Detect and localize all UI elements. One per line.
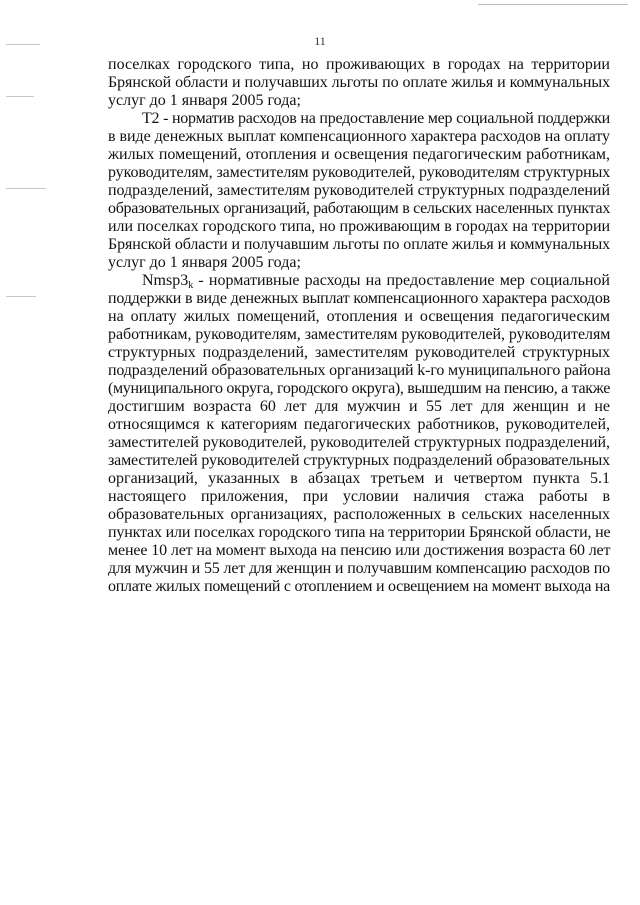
text-line: образовательных организациях, расположенных в сельских населенных [108, 506, 610, 523]
text-line: подразделений образовательных организаций k-го муниципального района [108, 362, 611, 379]
text-line: жилых помещений, отопления и освещения педагогическим работникам, [108, 146, 610, 163]
text-line: достигшим возраста 60 лет для мужчин и 55 лет для женщин и не [108, 398, 610, 415]
text-line: подразделений, заместителям руководителей структурных подразделений [108, 182, 610, 199]
paragraph-nmsp3k [108, 272, 610, 596]
text-line: в виде денежных выплат компенсационного характера расходов на оплату [108, 128, 610, 145]
text-line: настоящего приложения, при условии наличия стажа работы в [108, 488, 610, 505]
text-line: менее 10 лет на момент выхода на пенсию или достижения возраста 60 лет [108, 542, 611, 559]
text-line: структурных подразделений, заместителям руководителей структурных [108, 344, 610, 361]
text-line [108, 272, 610, 290]
text-line: для мужчин и 55 лет для женщин и получавшим компенсацию расходов по [108, 560, 610, 577]
term-subscript: k [188, 280, 194, 291]
text-line: руководителям, заместителям руководителей, руководителям структурных [108, 164, 611, 181]
term-definition-start: - нормативные расходы на предоставление мер социальной [193, 272, 610, 289]
text-line: организаций, указанных в абзацах третьем и четвертом пункта 5.1 [108, 470, 610, 487]
text-line: заместителей руководителей, руководителей структурных подразделений, [108, 434, 610, 451]
scan-artifact-mark [6, 296, 36, 297]
text-line: работникам, руководителям, заместителям руководителей, руководителям [108, 326, 611, 343]
term-main: Nmsp3 [142, 272, 189, 289]
paragraph-t2 [108, 110, 610, 272]
text-line: оплате жилых помещений с отоплением и освещением на момент выхода на [108, 578, 610, 595]
text-line: пунктах или поселках городского типа на территории Брянской области, не [108, 524, 611, 541]
text-line: Т2 - норматив расходов на предоставление мер социальной поддержки [142, 110, 610, 127]
text-line: относящимся к категориям педагогических работников, руководителей, [108, 416, 610, 433]
text-line: Брянской области и получавших льготы по оплате жилья и коммунальных [108, 74, 610, 91]
page-number: 11 [314, 34, 326, 48]
scan-artifact-mark [6, 96, 34, 97]
text-line: (муниципального округа, городского округа), вышедшим на пенсию, а также [108, 380, 610, 397]
scan-artifact-line [478, 4, 628, 5]
scan-artifact-mark [6, 188, 46, 189]
document-body [108, 56, 610, 596]
text-line: услуг до 1 января 2005 года; [108, 92, 301, 109]
text-line: поддержки в виде денежных выплат компенсационного характера расходов [108, 290, 610, 307]
text-line: поселках городского типа, но проживающих в городах на территории [108, 56, 610, 73]
text-line: образовательных организаций, работающим в сельских населенных пунктах [108, 200, 611, 217]
text-line: на оплату жилых помещений, отопления и освещения педагогическим [108, 308, 610, 325]
text-line: услуг до 1 января 2005 года; [108, 254, 301, 271]
text-line: заместителей руководителей структурных подразделений образовательных [108, 452, 610, 469]
paragraph-continuation [108, 56, 610, 110]
text-line: или поселках городского типа, но проживающим в городах на территории [108, 218, 610, 235]
text-line: Брянской области и получавшим льготы по оплате жилья и коммунальных [108, 236, 610, 253]
